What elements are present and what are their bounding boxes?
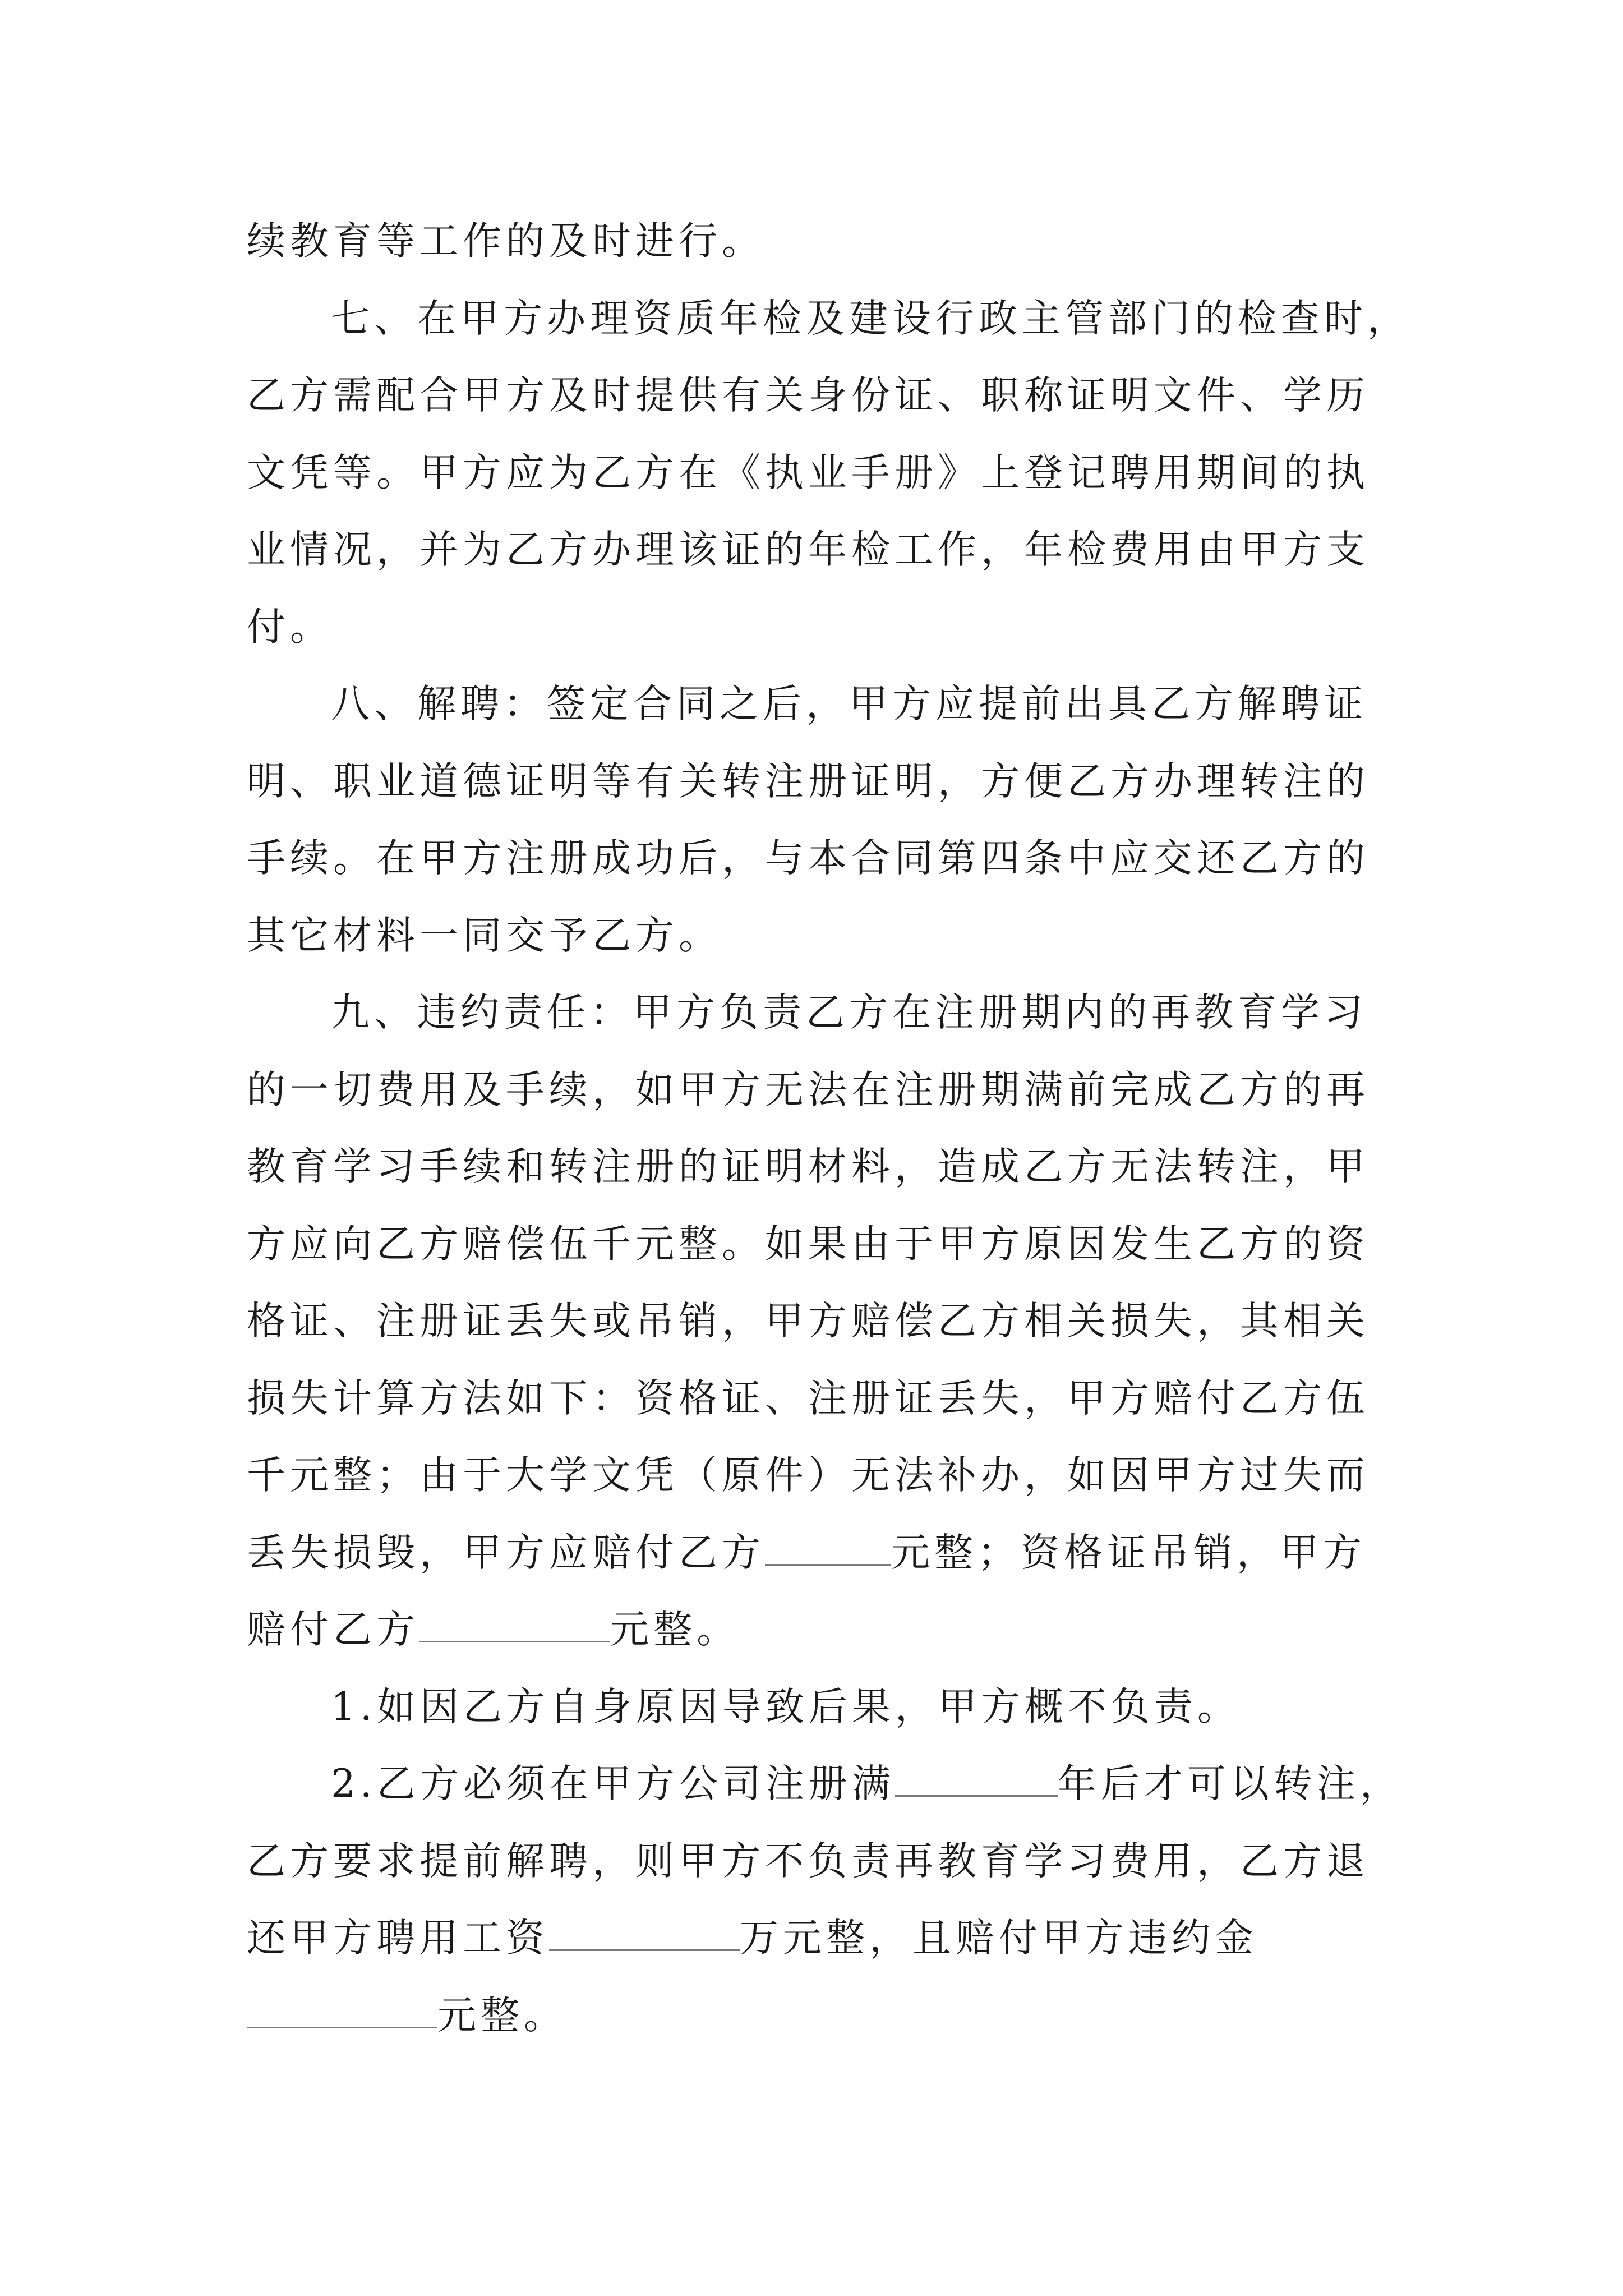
paragraph-line: 乙方需配合甲方及时提供有关身份证、职称证明文件、学历 (247, 373, 1370, 418)
text-segment: 元整。 (610, 1607, 740, 1652)
text-segment: 元整。 (437, 1993, 567, 2038)
paragraph-line (331, 1756, 1403, 1812)
paragraph-line: 乙方要求提前解聘，则甲方不负责再教育学习费用，乙方退 (247, 1839, 1370, 1884)
paragraph-line: 1.如因乙方自身原因导致后果，甲方概不负责。 (331, 1685, 1241, 1729)
text-segment: 元整；资格证吊销，甲方 (891, 1530, 1366, 1575)
paragraph-line (247, 1525, 1366, 1581)
paragraph-line: 损失计算方法如下：资格证、注册证丢失，甲方赔付乙方伍 (247, 1376, 1370, 1421)
text-segment: 丢失损毁，甲方应赔付乙方 (247, 1530, 765, 1575)
blank-field (895, 1761, 1058, 1797)
text-segment: 万元整，且赔付甲方违约金 (740, 1916, 1258, 1961)
paragraph-line: 其它材料一同交予乙方。 (247, 913, 722, 958)
blank-field (419, 1607, 610, 1642)
paragraph-line: 八、解聘：签定合同之后，甲方应提前出具乙方解聘证 (331, 682, 1367, 726)
text-segment: 还甲方聘用工资 (247, 1916, 549, 1961)
paragraph-line: 续教育等工作的及时进行。 (247, 219, 765, 264)
paragraph-line: 文凭等。甲方应为乙方在《执业手册》上登记聘用期间的执 (247, 450, 1370, 495)
paragraph-line: 七、在甲方办理资质年检及建设行政主管部门的检查时， (331, 296, 1410, 341)
text-segment: 2.乙方必须在甲方公司注册满 (331, 1761, 895, 1806)
blank-field (765, 1530, 891, 1566)
blank-field (549, 1916, 740, 1951)
paragraph-line: 的一切费用及手续，如甲方无法在注册期满前完成乙方的再 (247, 1068, 1370, 1112)
paragraph-line: 格证、注册证丢失或吊销，甲方赔偿乙方相关损失，其相关 (247, 1299, 1370, 1343)
paragraph-line: 明、职业道德证明等有关转注册证明，方便乙方办理转注的 (247, 759, 1370, 804)
paragraph-line (247, 1602, 740, 1658)
text-segment: 年后才可以转注， (1057, 1761, 1403, 1806)
paragraph-line: 手续。在甲方注册成功后，与本合同第四条中应交还乙方的 (247, 836, 1370, 881)
paragraph-line (247, 1987, 567, 2044)
text-segment: 赔付乙方 (247, 1607, 419, 1652)
blank-field (247, 1993, 437, 2028)
paragraph-line: 教育学习手续和转注册的证明材料，造成乙方无法转注，甲 (247, 1144, 1370, 1189)
paragraph-line: 方应向乙方赔偿伍千元整。如果由于甲方原因发生乙方的资 (247, 1222, 1370, 1267)
paragraph-line: 九、违约责任：甲方负责乙方在注册期内的再教育学习 (331, 990, 1367, 1035)
paragraph-line: 付。 (247, 605, 333, 650)
paragraph-line: 千元整；由于大学文凭（原件）无法补办，如因甲方过失而 (247, 1453, 1370, 1498)
paragraph-line: 业情况，并为乙方办理该证的年检工作，年检费用由甲方支 (247, 527, 1370, 572)
paragraph-line (247, 1910, 1258, 1966)
